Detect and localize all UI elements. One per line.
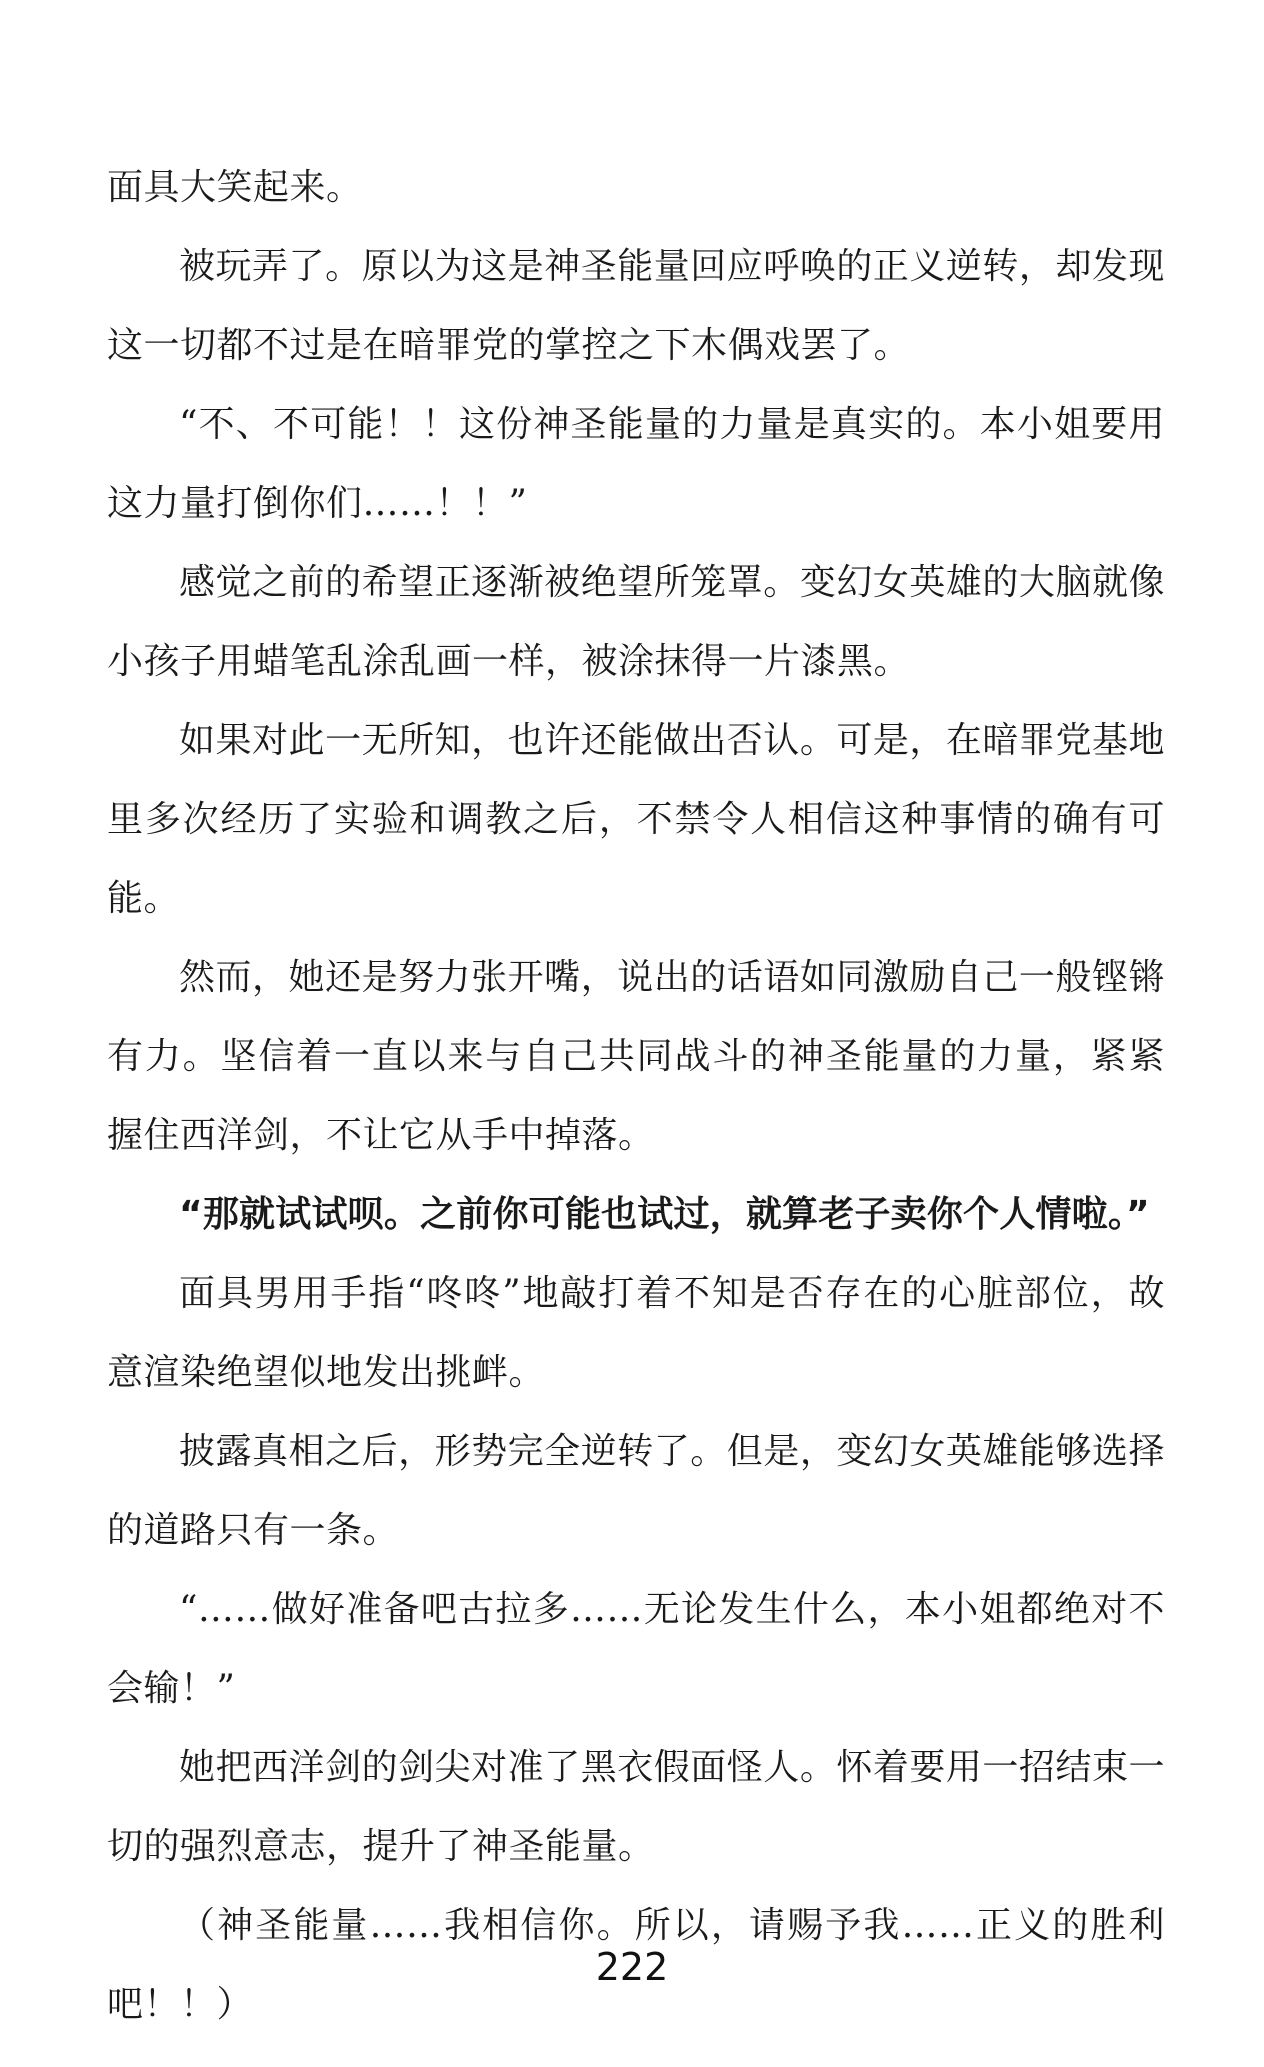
paragraph-12-thought: （神圣能量……我相信你。所以，请赐予我……正义的胜利吧！！）: [107, 1905, 1165, 2025]
paragraph-7-bold-dialogue: “那就试试呗。之前你可能也试过，就算老子卖你个人情啦。”: [179, 1194, 1150, 1235]
paragraph-5: 如果对此一无所知，也许还能做出否认。可是，在暗罪党基地里多次经历了实验和调教之后，不禁令人相信这种事情的确有可能。: [107, 720, 1165, 919]
paragraph-1: 面具大笑起来。: [107, 167, 363, 208]
paragraph-3-dialogue: “不、不可能！！这份神圣能量的力量是真实的。本小姐要用这力量打倒你们……！！”: [107, 404, 1165, 524]
paragraph-10-dialogue: “……做好准备吧古拉多……无论发生什么，本小姐都绝对不会输！”: [107, 1589, 1165, 1709]
paragraph-9: 披露真相之后，形势完全逆转了。但是，变幻女英雄能够选择的道路只有一条。: [107, 1431, 1165, 1551]
paragraph-2: 被玩弄了。原以为这是神圣能量回应呼唤的正义逆转，却发现这一切都不过是在暗罪党的掌控之下木偶戏罢了。: [107, 246, 1165, 366]
page-number: 222: [595, 1945, 669, 1989]
paragraph-11: 她把西洋剑的剑尖对准了黑衣假面怪人。怀着要用一招结束一切的强烈意志，提升了神圣能量。: [107, 1747, 1165, 1867]
body-text: [107, 148, 1165, 2044]
paragraph-4: 感觉之前的希望正逐渐被绝望所笼罩。变幻女英雄的大脑就像小孩子用蜡笔乱涂乱画一样，被涂抹得一片漆黑。: [107, 562, 1165, 682]
paragraph-6: 然而，她还是努力张开嘴，说出的话语如同激励自己一般铿锵有力。坚信着一直以来与自己共同战斗的神圣能量的力量，紧紧握住西洋剑，不让它从手中掉落。: [107, 957, 1165, 1156]
paragraph-8: 面具男用手指“咚咚”地敲打着不知是否存在的心脏部位，故意渲染绝望似地发出挑衅。: [107, 1273, 1165, 1393]
